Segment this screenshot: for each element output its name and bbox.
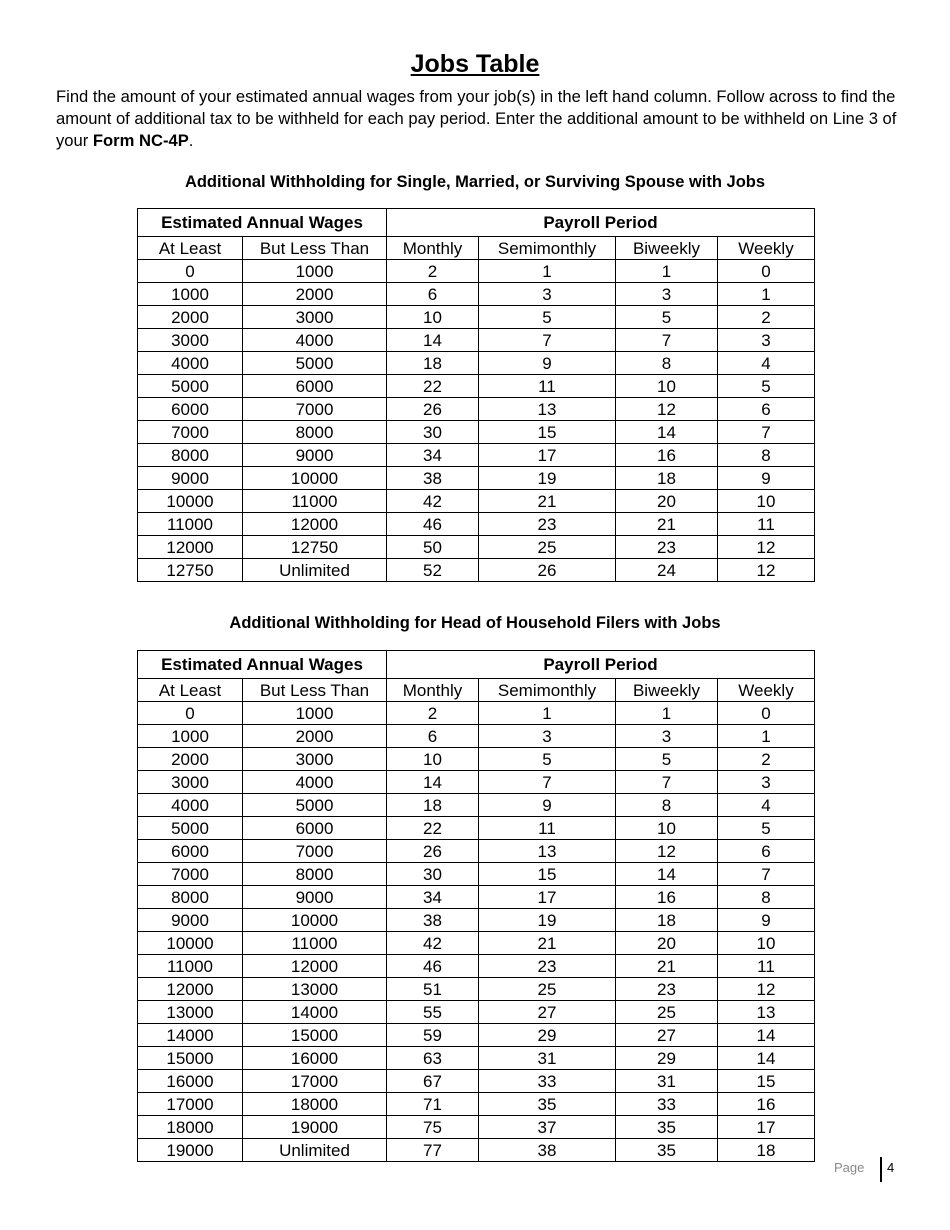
at-least-cell: 12750 [138,559,243,582]
at-least-cell: 12000 [138,536,243,559]
but-less-than-cell: 3000 [243,748,387,771]
weekly-cell: 9 [718,467,815,490]
table-row [138,352,815,375]
weekly-cell: 14 [718,1024,815,1047]
biweekly-cell: 12 [616,398,718,421]
biweekly-cell: 23 [616,536,718,559]
semimonthly-cell: 25 [479,978,616,1001]
table-row [138,1001,815,1024]
table-row [138,840,815,863]
but-less-than-cell: 13000 [243,978,387,1001]
table-row [138,375,815,398]
table-row [138,794,815,817]
group-header-payroll: Payroll Period [387,209,815,237]
at-least-cell: 1000 [138,725,243,748]
but-less-than-cell: 19000 [243,1116,387,1139]
group-header-wages: Estimated Annual Wages [138,651,387,679]
monthly-cell: 10 [387,748,479,771]
weekly-cell: 4 [718,794,815,817]
semimonthly-cell: 7 [479,329,616,352]
at-least-cell: 18000 [138,1116,243,1139]
biweekly-cell: 35 [616,1139,718,1162]
biweekly-cell: 18 [616,467,718,490]
but-less-than-cell: 11000 [243,490,387,513]
monthly-cell: 51 [387,978,479,1001]
monthly-cell: 59 [387,1024,479,1047]
at-least-cell: 11000 [138,513,243,536]
biweekly-cell: 12 [616,840,718,863]
column-header-weekly: Weekly [718,679,815,702]
biweekly-cell: 3 [616,725,718,748]
semimonthly-cell: 11 [479,375,616,398]
monthly-cell: 18 [387,794,479,817]
weekly-cell: 3 [718,771,815,794]
semimonthly-cell: 23 [479,513,616,536]
weekly-cell: 14 [718,1047,815,1070]
table-row [138,1024,815,1047]
monthly-cell: 55 [387,1001,479,1024]
table-row [138,886,815,909]
at-least-cell: 4000 [138,794,243,817]
table-row [138,329,815,352]
table-row [138,260,815,283]
semimonthly-cell: 5 [479,306,616,329]
table-row [138,1093,815,1116]
semimonthly-cell: 33 [479,1070,616,1093]
at-least-cell: 9000 [138,909,243,932]
weekly-cell: 10 [718,490,815,513]
but-less-than-cell: 9000 [243,444,387,467]
monthly-cell: 14 [387,771,479,794]
semimonthly-cell: 9 [479,794,616,817]
biweekly-cell: 20 [616,932,718,955]
group-header-wages: Estimated Annual Wages [138,209,387,237]
monthly-cell: 34 [387,444,479,467]
at-least-cell: 2000 [138,748,243,771]
monthly-cell: 71 [387,1093,479,1116]
biweekly-cell: 31 [616,1070,718,1093]
table-row [138,398,815,421]
weekly-cell: 6 [718,840,815,863]
table-row [138,771,815,794]
biweekly-cell: 21 [616,955,718,978]
but-less-than-cell: 5000 [243,794,387,817]
biweekly-cell: 1 [616,702,718,725]
table-row [138,559,815,582]
column-header-at-least: At Least [138,679,243,702]
table-row [138,513,815,536]
weekly-cell: 2 [718,306,815,329]
column-header-monthly: Monthly [387,237,479,260]
column-header-at-least: At Least [138,237,243,260]
column-header-weekly: Weekly [718,237,815,260]
monthly-cell: 34 [387,886,479,909]
table-row [138,817,815,840]
weekly-cell: 5 [718,375,815,398]
table-row [138,702,815,725]
monthly-cell: 42 [387,932,479,955]
table-row [138,955,815,978]
monthly-cell: 75 [387,1116,479,1139]
weekly-cell: 15 [718,1070,815,1093]
biweekly-cell: 5 [616,306,718,329]
biweekly-cell: 14 [616,421,718,444]
weekly-cell: 2 [718,748,815,771]
weekly-cell: 1 [718,283,815,306]
at-least-cell: 9000 [138,467,243,490]
biweekly-cell: 8 [616,794,718,817]
semimonthly-cell: 23 [479,955,616,978]
at-least-cell: 11000 [138,955,243,978]
biweekly-cell: 7 [616,771,718,794]
biweekly-cell: 5 [616,748,718,771]
but-less-than-cell: 12000 [243,955,387,978]
at-least-cell: 4000 [138,352,243,375]
weekly-cell: 7 [718,863,815,886]
but-less-than-cell: 11000 [243,932,387,955]
biweekly-cell: 18 [616,909,718,932]
biweekly-cell: 27 [616,1024,718,1047]
group-header-payroll: Payroll Period [387,651,815,679]
weekly-cell: 12 [718,536,815,559]
monthly-cell: 26 [387,398,479,421]
semimonthly-cell: 26 [479,559,616,582]
monthly-cell: 26 [387,840,479,863]
at-least-cell: 2000 [138,306,243,329]
weekly-cell: 5 [718,817,815,840]
at-least-cell: 8000 [138,886,243,909]
but-less-than-cell: 8000 [243,421,387,444]
biweekly-cell: 8 [616,352,718,375]
monthly-cell: 2 [387,260,479,283]
but-less-than-cell: 7000 [243,398,387,421]
table-row [138,1139,815,1162]
monthly-cell: 52 [387,559,479,582]
at-least-cell: 12000 [138,978,243,1001]
intro-text: Find the amount of your estimated annual wages from your job(s) in the left hand column. Follow across to find the amount of additional tax to be withheld for each pay period. Enter the additional amount to be withheld on Line 3 of your [56,87,897,150]
page-label: Page [834,1160,865,1175]
but-less-than-cell: 1000 [243,702,387,725]
semimonthly-cell: 17 [479,886,616,909]
at-least-cell: 6000 [138,840,243,863]
weekly-cell: 6 [718,398,815,421]
weekly-cell: 13 [718,1001,815,1024]
column-header-biweekly: Biweekly [616,679,718,702]
semimonthly-cell: 37 [479,1116,616,1139]
weekly-cell: 12 [718,559,815,582]
monthly-cell: 50 [387,536,479,559]
table-row [138,863,815,886]
column-header-monthly: Monthly [387,679,479,702]
page-title: Jobs Table [410,50,540,78]
monthly-cell: 77 [387,1139,479,1162]
but-less-than-cell: 12000 [243,513,387,536]
table-row [138,444,815,467]
monthly-cell: 6 [387,283,479,306]
biweekly-cell: 10 [616,375,718,398]
table-1-heading: Additional Withholding for Single, Married, or Surviving Spouse with Jobs [184,173,766,191]
weekly-cell: 0 [718,702,815,725]
weekly-cell: 11 [718,513,815,536]
semimonthly-cell: 3 [479,283,616,306]
column-header-semimonthly: Semimonthly [479,679,616,702]
table-row [138,421,815,444]
semimonthly-cell: 7 [479,771,616,794]
biweekly-cell: 21 [616,513,718,536]
semimonthly-cell: 21 [479,932,616,955]
at-least-cell: 13000 [138,1001,243,1024]
semimonthly-cell: 17 [479,444,616,467]
weekly-cell: 3 [718,329,815,352]
but-less-than-cell: 9000 [243,886,387,909]
column-header-but-less-than: But Less Than [243,679,387,702]
at-least-cell: 19000 [138,1139,243,1162]
biweekly-cell: 1 [616,260,718,283]
weekly-cell: 4 [718,352,815,375]
but-less-than-cell: 15000 [243,1024,387,1047]
monthly-cell: 42 [387,490,479,513]
biweekly-cell: 16 [616,886,718,909]
semimonthly-cell: 19 [479,467,616,490]
semimonthly-cell: 19 [479,909,616,932]
at-least-cell: 0 [138,702,243,725]
monthly-cell: 10 [387,306,479,329]
but-less-than-cell: 8000 [243,863,387,886]
semimonthly-cell: 27 [479,1001,616,1024]
monthly-cell: 38 [387,909,479,932]
monthly-cell: 2 [387,702,479,725]
table-row [138,283,815,306]
table-row [138,536,815,559]
monthly-cell: 30 [387,863,479,886]
biweekly-cell: 3 [616,283,718,306]
weekly-cell: 12 [718,978,815,1001]
at-least-cell: 3000 [138,771,243,794]
semimonthly-cell: 13 [479,398,616,421]
monthly-cell: 14 [387,329,479,352]
weekly-cell: 11 [718,955,815,978]
at-least-cell: 8000 [138,444,243,467]
but-less-than-cell: 2000 [243,283,387,306]
at-least-cell: 7000 [138,863,243,886]
semimonthly-cell: 29 [479,1024,616,1047]
at-least-cell: 6000 [138,398,243,421]
table-row [138,1070,815,1093]
but-less-than-cell: 7000 [243,840,387,863]
weekly-cell: 9 [718,909,815,932]
biweekly-cell: 35 [616,1116,718,1139]
page-separator [880,1157,882,1182]
semimonthly-cell: 13 [479,840,616,863]
at-least-cell: 1000 [138,283,243,306]
table-row [138,1047,815,1070]
single-married-withholding-table [137,208,815,582]
at-least-cell: 7000 [138,421,243,444]
at-least-cell: 17000 [138,1093,243,1116]
monthly-cell: 18 [387,352,479,375]
table-2-heading: Additional Withholding for Head of Household Filers with Jobs [229,614,721,632]
biweekly-cell: 24 [616,559,718,582]
semimonthly-cell: 25 [479,536,616,559]
table-row [138,978,815,1001]
table-row [138,932,815,955]
column-header-biweekly: Biweekly [616,237,718,260]
monthly-cell: 46 [387,955,479,978]
weekly-cell: 8 [718,886,815,909]
semimonthly-cell: 11 [479,817,616,840]
but-less-than-cell: 12750 [243,536,387,559]
weekly-cell: 8 [718,444,815,467]
weekly-cell: 17 [718,1116,815,1139]
semimonthly-cell: 9 [479,352,616,375]
page-number: 4 [887,1160,895,1175]
at-least-cell: 5000 [138,817,243,840]
biweekly-cell: 16 [616,444,718,467]
but-less-than-cell: 17000 [243,1070,387,1093]
semimonthly-cell: 38 [479,1139,616,1162]
monthly-cell: 30 [387,421,479,444]
table-row [138,725,815,748]
biweekly-cell: 29 [616,1047,718,1070]
biweekly-cell: 7 [616,329,718,352]
monthly-cell: 63 [387,1047,479,1070]
but-less-than-cell: 1000 [243,260,387,283]
table-row [138,1116,815,1139]
monthly-cell: 22 [387,375,479,398]
monthly-cell: 6 [387,725,479,748]
but-less-than-cell: 5000 [243,352,387,375]
semimonthly-cell: 1 [479,702,616,725]
at-least-cell: 0 [138,260,243,283]
semimonthly-cell: 3 [479,725,616,748]
table-row [138,306,815,329]
at-least-cell: 10000 [138,932,243,955]
but-less-than-cell: 18000 [243,1093,387,1116]
semimonthly-cell: 31 [479,1047,616,1070]
table-row [138,909,815,932]
semimonthly-cell: 15 [479,421,616,444]
table-row [138,490,815,513]
at-least-cell: 15000 [138,1047,243,1070]
semimonthly-cell: 21 [479,490,616,513]
intro-text-end: . [188,131,194,150]
but-less-than-cell: 16000 [243,1047,387,1070]
but-less-than-cell: 14000 [243,1001,387,1024]
biweekly-cell: 20 [616,490,718,513]
biweekly-cell: 25 [616,1001,718,1024]
column-header-semimonthly: Semimonthly [479,237,616,260]
but-less-than-cell: 3000 [243,306,387,329]
biweekly-cell: 14 [616,863,718,886]
at-least-cell: 5000 [138,375,243,398]
intro-paragraph [56,86,906,152]
but-less-than-cell: Unlimited [243,1139,387,1162]
but-less-than-cell: 4000 [243,771,387,794]
monthly-cell: 38 [387,467,479,490]
head-of-household-withholding-table [137,650,815,1162]
at-least-cell: 3000 [138,329,243,352]
but-less-than-cell: 6000 [243,817,387,840]
weekly-cell: 16 [718,1093,815,1116]
table-row [138,467,815,490]
but-less-than-cell: 10000 [243,467,387,490]
weekly-cell: 7 [718,421,815,444]
monthly-cell: 22 [387,817,479,840]
semimonthly-cell: 15 [479,863,616,886]
table-row [138,748,815,771]
semimonthly-cell: 35 [479,1093,616,1116]
semimonthly-cell: 5 [479,748,616,771]
biweekly-cell: 10 [616,817,718,840]
at-least-cell: 10000 [138,490,243,513]
form-name: Form NC-4P [92,131,189,150]
monthly-cell: 67 [387,1070,479,1093]
but-less-than-cell: 2000 [243,725,387,748]
weekly-cell: 0 [718,260,815,283]
weekly-cell: 18 [718,1139,815,1162]
weekly-cell: 10 [718,932,815,955]
monthly-cell: 46 [387,513,479,536]
column-header-but-less-than: But Less Than [243,237,387,260]
but-less-than-cell: 10000 [243,909,387,932]
semimonthly-cell: 1 [479,260,616,283]
but-less-than-cell: 4000 [243,329,387,352]
but-less-than-cell: 6000 [243,375,387,398]
biweekly-cell: 23 [616,978,718,1001]
weekly-cell: 1 [718,725,815,748]
biweekly-cell: 33 [616,1093,718,1116]
but-less-than-cell: Unlimited [243,559,387,582]
at-least-cell: 14000 [138,1024,243,1047]
at-least-cell: 16000 [138,1070,243,1093]
